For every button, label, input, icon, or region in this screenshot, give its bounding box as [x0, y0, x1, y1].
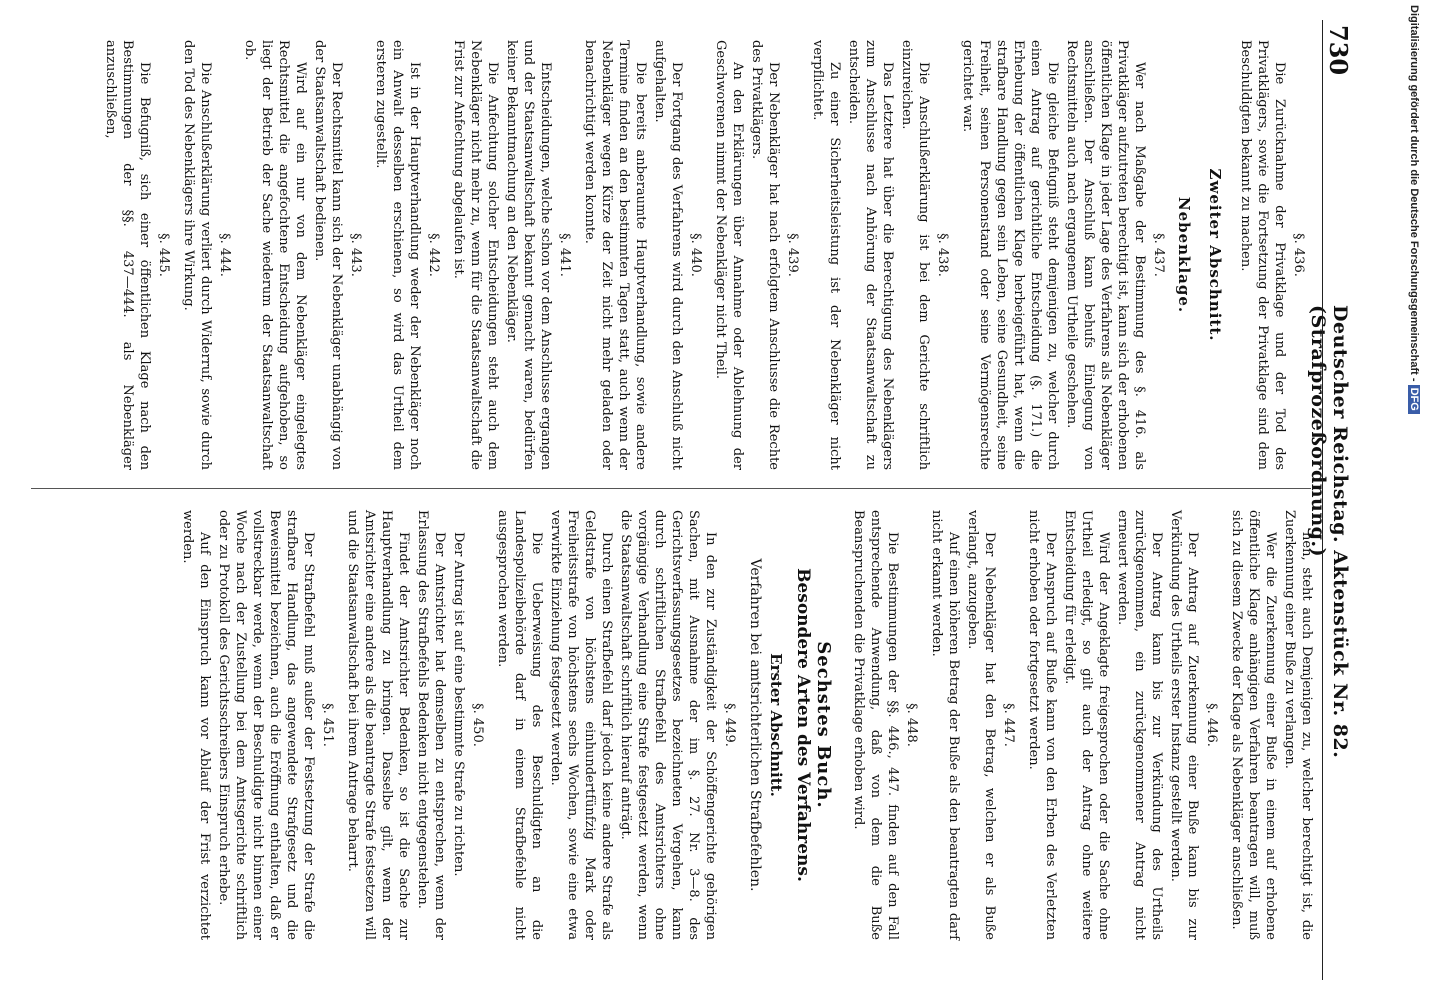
- paragraph: Wird der Angeklagte freigesprochen oder die Sache ohne Urtheil erledigt, so gilt auch der Antrag ohne weitere Entscheidung für erledigt.: [1062, 510, 1111, 940]
- paragraph: Der Antrag kann bis zur Verkündung des Urtheils zurückgenommen, ein zurückgenommener Antrag nicht erneuert werden.: [1115, 510, 1164, 940]
- running-title: Deutscher Reichstag. Aktenstück Nr. 82. (Strafprozeßordnung.): [1307, 305, 1351, 759]
- paragraph: Die Befugniß, sich einer öffentlichen Klage nach den Bestimmungen der §§. 437—444. als Nebenkläger anzuschließen,: [103, 40, 152, 470]
- book-subtitle: Besondere Arten des Verfahrens.: [793, 568, 813, 882]
- paragraph: Zu einer Sicherheitsleistung ist der Nebenkläger nicht verpflichtet.: [810, 40, 842, 470]
- paragraph: Der Antrag ist auf eine bestimmte Strafe zu richten.: [451, 532, 466, 877]
- paragraph: Wer die Zuerkennung einer Buße in einem auf erhobene öffentliche Klage anhängigen Verfahren beantragen will, muß sich zu diesem Zwecke der Klage als Nebenkläger anschließen.: [1229, 510, 1278, 940]
- section-number: §. 445.: [156, 233, 171, 277]
- paragraph: Der Fortgang des Verfahrens wird durch den Anschluß nicht aufgehalten.: [652, 40, 684, 470]
- section-number: §. 443.: [348, 233, 363, 277]
- section-number: §. 451.: [320, 703, 335, 747]
- section-number: §. 446.: [1204, 703, 1219, 747]
- paragraph: Der Amtsrichter hat demselben zu entsprechen, wenn der Erlassung des Strafbefehls Bedenken nicht entgegenstehen.: [415, 510, 447, 940]
- paragraph: Die Anschlußerklärung ist bei dem Gerichte schriftlich einzureichen.: [899, 40, 931, 470]
- paragraph: Die Bestimmungen der §§. 446., 447. finden auf den Fall entsprechende Anwendung, daß von dem die Buße Beanspruchenden die Privatklage erhoben wird.: [851, 510, 900, 940]
- paragraph: Die Zurücknahme der Privatklage und der Tod des Privatklägers, sowie die Fortsetzung der Privatklage sind dem Beschuldigten bekannt zu machen.: [1238, 40, 1287, 470]
- paragraph: Der Nebenkläger hat nach erfolgtem Anschlusse die Rechte des Privatklägers.: [749, 40, 781, 470]
- column-divider: [31, 488, 1311, 489]
- paragraph: Auf einen höheren Betrag der Buße als den beantragten darf nicht erkannt werden.: [929, 510, 961, 940]
- paragraph: Entscheidungen, welche schon vor dem Anschlusse ergangen und der Staatsanwaltschaft bekannt gemacht waren, bedürfen keiner Bekanntmachung an den Nebenkläger.: [504, 40, 553, 470]
- page-header: [1307, 20, 1355, 980]
- paragraph: Wer nach Maßgabe der Bestimmung des §. 416. als Privatkläger aufzutreten berechtigt ist, kann sich der erhobenen öffentlichen Klage in jeder Lage des Verfahrens als Nebenkläger anschließen. Der Anschluß kann behufs Einlegung von Rechtsmitteln auch nach ergangenem Urtheile geschehen.: [1064, 40, 1147, 470]
- left-column: [100, 40, 1315, 470]
- paragraph: Die Ueberweisung des Beschuldigten an die Landespolizeibehörde darf in einem Strafbefehle nicht ausgesprochen werden.: [495, 510, 544, 940]
- paragraph: Durch einen Strafbefehl darf jedoch keine andere Strafe als Geldstrafe von höchstens einhundertfünfzig Mark oder Freiheitsstrafe von höchstens sechs Wochen, sowie eine etwa verwirkte Einziehung festgesetzt werden.: [548, 510, 614, 940]
- paragraph: In den zur Zuständigkeit der Schöffengerichte gehörigen Sachen, mit Ausnahme der im §. 27. Nr. 3—8. des Gerichtsverfassungsgesetzes bezeichneten Vergehen, kann durch schriftlichen Strafbefehl des Amtsrichters ohne vorgängige Verhandlung eine Strafe festgesetzt werden, wenn die Staatsanwaltschaft schriftlich hierauf anträgt.: [618, 510, 718, 940]
- rotated-page-content: [5, 20, 1355, 980]
- section-number: §. 436.: [1291, 233, 1306, 277]
- paragraph: Der Anspruch auf Buße kann von den Erben des Verletzten nicht erhoben oder fortgesetzt werden.: [1026, 510, 1058, 940]
- section-heading: Nebenklage.: [1175, 196, 1193, 314]
- page-number: 730: [1324, 25, 1353, 76]
- paragraph: Die Anfechtung solcher Entscheidungen steht auch dem Nebenkläger nicht mehr zu, wenn für die Staatsanwaltschaft die Frist zur Anfechtung abgelaufen ist.: [451, 40, 500, 470]
- paragraph: Der Rechtsmittel kann sich der Nebenkläger unabhängig von der Staatsanwaltschaft bedienen.: [312, 40, 344, 470]
- right-column: [177, 510, 1315, 940]
- book-title: Sechstes Buch.: [813, 641, 834, 809]
- paragraph: Der Strafbefehl muß außer der Festsetzung der Strafe die strafbare Handlung, das angewendete Strafgesetz und die Beweismittel bezeichnen, auch die Eröffnung enthalten, daß er vollstreckbar werde, wenn der Beschuldigte nicht binnen einer Woche nach der Zustellung bei dem Amtsgerichte schriftlich oder zu Protokoll des Gerichtsschreibers Einspruch erhebe.: [216, 510, 316, 940]
- section-number: §. 442.: [426, 233, 441, 277]
- paragraph: Ist in der Hauptverhandlung weder der Nebenkläger noch ein Anwalt desselben erschienen, so wird das Urtheil dem ersteren zugestellt.: [373, 40, 422, 470]
- header-rule: [1322, 20, 1323, 980]
- paragraph: Der Antrag auf Zuerkennung einer Buße kann bis zur Verkündung des Urtheils erster Instanz gestellt werden.: [1168, 510, 1200, 940]
- digitization-note: Digitalisierung gefördert durch die Deutsche Forschungsgemeinschaft: [1408, 5, 1420, 375]
- section-number: §. 444.: [217, 233, 232, 277]
- section-number: §. 449.: [722, 703, 737, 747]
- section-heading: Zweiter Abschnitt.: [1206, 168, 1224, 342]
- chapter-subtitle: Verfahren bei amtsrichterlichen Strafbefehlen.: [747, 558, 763, 892]
- paragraph: Wird auf ein nur von dem Nebenkläger eingelegtes Rechtsmittel die angefochtene Entscheidung aufgehoben, so liegt der Betrieb der Sache wiederum der Staatsanwaltschaft ob.: [242, 40, 308, 470]
- digitization-stamp: Digitalisierung gefördert durch die Deutsche Forschungsgemeinschaft - DFG: [1395, 5, 1430, 595]
- section-number: §. 447.: [1001, 703, 1016, 747]
- paragraph: Der Nebenkläger hat den Betrag, welchen er als Buße verlangt, anzugeben.: [965, 510, 997, 940]
- paragraph: Auf den Einspruch kann vor Ablauf der Frist verzichtet werden.: [180, 510, 212, 940]
- paragraph: Die Anschlußerklärung verliert durch Widerruf, sowie durch den Tod des Nebenklägers ihre Wirkung.: [181, 40, 213, 470]
- section-number: §. 450.: [470, 703, 485, 747]
- section-number: §. 441.: [557, 233, 572, 277]
- paragraph: Findet der Amtsrichter Bedenken, so ist die Sache zur Hauptverhandlung zu bringen. Dasselbe gilt, wenn der Amtsrichter eine andere als die beantragte Strafe festsetzen will und die Staatsanwaltschaft bei ihrem Antrage beharrt.: [345, 510, 411, 940]
- paragraph: Die bereits anberaumte Hauptverhandlung, sowie andere Termine finden an den bestimmten Tagen statt, auch wenn der Nebenkläger wegen Kürze der Zeit nicht mehr geladen oder benachrichtigt werden konnte.: [582, 40, 648, 470]
- paragraph: hen, steht auch Demjenigen zu, welcher berechtigt ist, die Zuerkennung einer Buße zu verlangen.: [1282, 510, 1314, 940]
- chapter-title: Erster Abschnitt.: [767, 653, 785, 797]
- section-number: §. 440.: [688, 233, 703, 277]
- section-number: §. 438.: [935, 233, 950, 277]
- paragraph: Die gleiche Befugniß steht demjenigen zu, welcher durch einen Antrag auf gerichtliche Entscheidung (§. 171.) die Erhebung der öffentlichen Klage herbeigeführt hat, wenn die strafbare Handlung gegen sein Leben, seine Gesundheit, seine Freiheit, seinen Personenstand oder seine Vermögensrechte gerichtet war.: [960, 40, 1060, 470]
- section-number: §. 439.: [785, 233, 800, 277]
- section-number: §. 448.: [904, 703, 919, 747]
- paragraph: An den Erklärungen über Annahme oder Ablehnung der Geschworenen nimmt der Nebenkläger nicht Theil.: [713, 40, 745, 470]
- paragraph: Das Letztere hat über die Berechtigung des Nebenklägers zum Anschlusse nach Anhörung der Staatsanwaltschaft zu entscheiden.: [846, 40, 895, 470]
- section-number: §. 437.: [1151, 233, 1166, 277]
- dfg-logo: DFG: [1408, 385, 1420, 414]
